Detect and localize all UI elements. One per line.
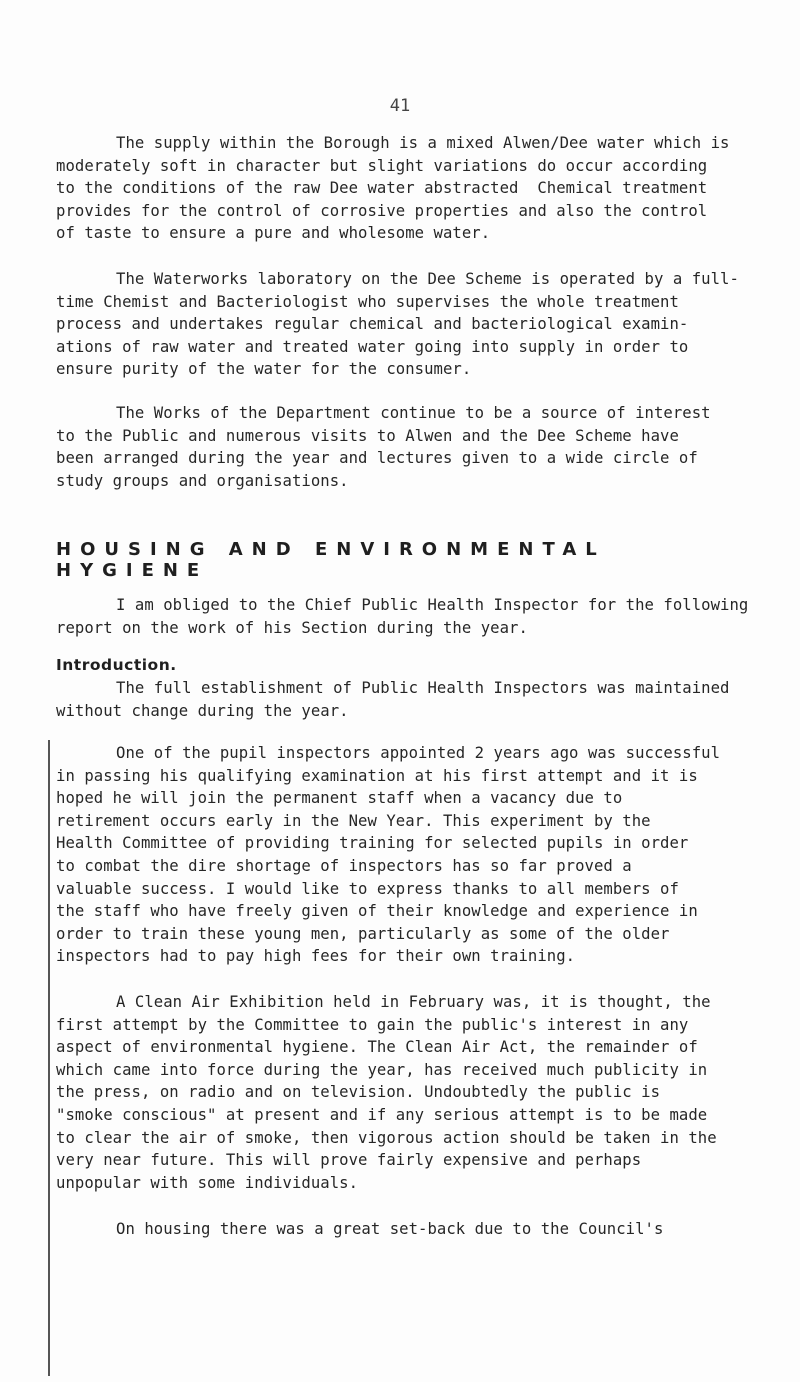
text-line: of taste to ensure a pure and wholesome water. <box>56 224 491 243</box>
paragraph-clean-air <box>56 991 776 1194</box>
text-line: moderately soft in character but slight variations do occur according <box>56 156 708 175</box>
paragraph-pupil-inspectors <box>56 742 776 968</box>
text-line: ensure purity of the water for the consumer. <box>56 360 472 379</box>
paragraph-laboratory <box>56 268 776 381</box>
text-line: the staff who have freely given of their knowledge and experience in <box>56 902 698 921</box>
text-line: first attempt by the Committee to gain the public's interest in any <box>56 1015 689 1034</box>
introduction-heading: Introduction. <box>56 656 177 674</box>
text-line: The full establishment of Public Health Inspectors was maintained <box>116 679 730 697</box>
section-heading: HOUSING AND ENVIRONMENTAL HYGIENE <box>56 539 606 581</box>
text-line: "smoke conscious" at present and if any serious attempt is to be made <box>56 1105 708 1124</box>
text-line: report on the work of his Section during the year. <box>56 618 528 637</box>
text-line: very near future. This will prove fairly expensive and perhaps <box>56 1151 642 1170</box>
text-line: to combat the dire shortage of inspectors has so far proved a <box>56 856 632 875</box>
paragraph-obliged <box>56 594 776 639</box>
text-line: unpopular with some individuals. <box>56 1173 359 1192</box>
text-line: which came into force during the year, has received much publicity in <box>56 1060 708 1079</box>
text-line: process and undertakes regular chemical and bacteriological examin- <box>56 315 689 334</box>
text-line: retirement occurs early in the New Year. This experiment by the <box>56 811 651 830</box>
page-number: 41 <box>389 96 411 116</box>
paragraph-water-supply <box>56 132 776 245</box>
text-line: Health Committee of providing training for selected pupils in order <box>56 834 689 853</box>
text-line: aspect of environmental hygiene. The Clean Air Act, the remainder of <box>56 1038 698 1057</box>
text-line: time Chemist and Bacteriologist who supervises the whole treatment <box>56 292 679 311</box>
text-line: to the conditions of the raw Dee water abstracted Chemical treatment <box>56 179 708 198</box>
text-line: been arranged during the year and lectures given to a wide circle of <box>56 449 698 468</box>
text-line: to the Public and numerous visits to Alwen and the Dee Scheme have <box>56 426 679 445</box>
paragraph-works-interest <box>56 402 776 492</box>
text-line: study groups and organisations. <box>56 471 349 490</box>
text-line: hoped he will join the permanent staff when a vacancy due to <box>56 789 623 808</box>
text-line: The Waterworks laboratory on the Dee Scheme is operated by a full- <box>116 270 739 288</box>
paragraph-full-establishment <box>56 677 776 722</box>
text-line: to clear the air of smoke, then vigorous action should be taken in the <box>56 1128 717 1147</box>
text-line: order to train these young men, particularly as some of the older <box>56 924 670 943</box>
text-line: provides for the control of corrosive properties and also the control <box>56 201 708 220</box>
text-line: valuable success. I would like to express thanks to all members of <box>56 879 679 898</box>
margin-rule <box>48 740 50 1376</box>
paragraph-housing <box>56 1218 776 1241</box>
text-line: I am obliged to the Chief Public Health Inspector for the following <box>116 596 749 614</box>
text-line: The Works of the Department continue to be a source of interest <box>116 404 711 422</box>
text-line: inspectors had to pay high fees for their own training. <box>56 947 576 966</box>
text-line: without change during the year. <box>56 701 349 720</box>
text-line: in passing his qualifying examination at his first attempt and it is <box>56 766 698 785</box>
text-line: ations of raw water and treated water going into supply in order to <box>56 337 689 356</box>
text-line: One of the pupil inspectors appointed 2 years ago was successful <box>116 744 721 762</box>
text-line: A Clean Air Exhibition held in February was, it is thought, the <box>116 993 711 1011</box>
text-line: On housing there was a great set-back due to the Council's <box>116 1220 664 1238</box>
text-line: the press, on radio and on television. Undoubtedly the public is <box>56 1083 661 1102</box>
text-line: The supply within the Borough is a mixed Alwen/Dee water which is <box>116 134 730 152</box>
